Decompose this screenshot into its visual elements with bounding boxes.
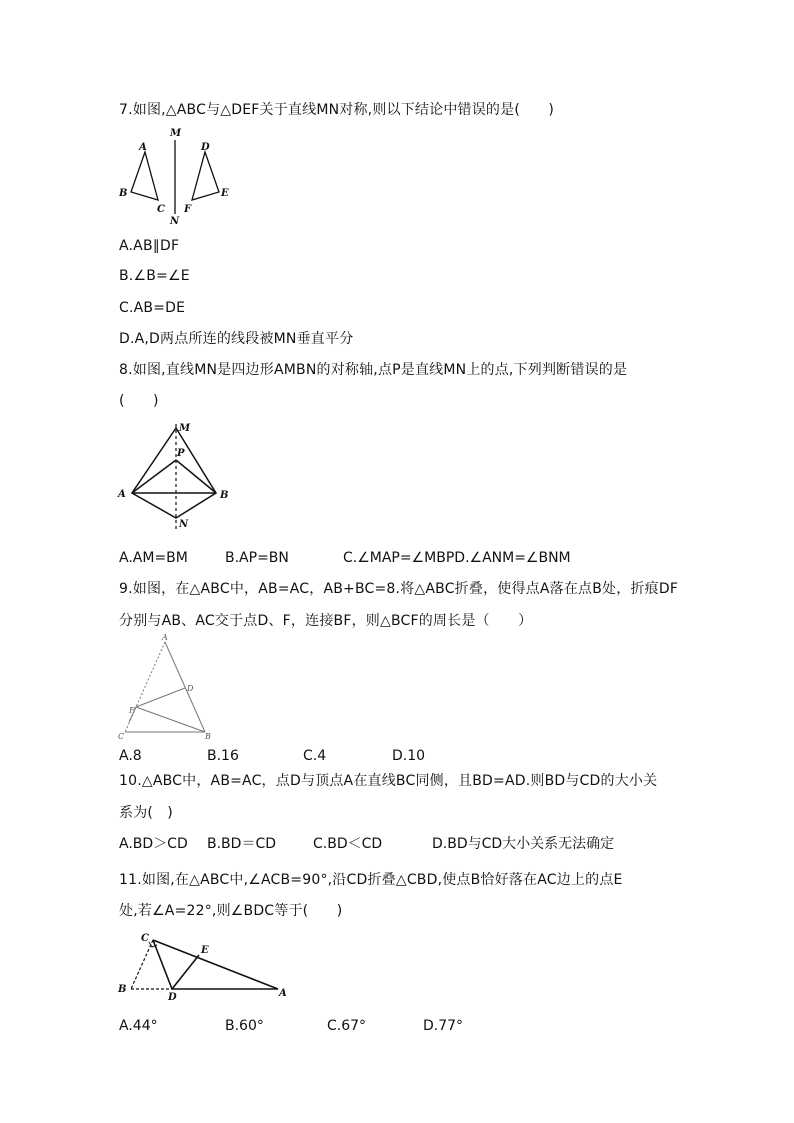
q9-label-a: A [162, 633, 168, 642]
q10-stem-line1: 10.△ABC中，AB=AC，点D与顶点A在直线BC同侧，且BD=AD.则BD与CD的大小关 [119, 773, 658, 789]
q10-option-c: C.BD＜CD [313, 836, 383, 852]
q9-label-c: C [118, 732, 125, 741]
q9-figure [117, 634, 217, 744]
q10-option-d: D.BD与CD大小关系无法确定 [432, 836, 615, 852]
q11-figure [115, 928, 295, 1003]
q8-label-n: N [179, 519, 189, 530]
q11-option-a: A.44° [119, 1018, 158, 1034]
q7-option-a: A.AB∥DF [119, 238, 180, 254]
q8-label-p: P [177, 448, 185, 459]
q9-option-b: B.16 [207, 748, 239, 764]
q7-label-f: F [184, 204, 192, 215]
q7-figure [115, 124, 235, 227]
q9-option-c: C.4 [303, 748, 327, 764]
q7-option-b: B.∠B=∠E [119, 268, 190, 284]
q8-option-b: B.AP=BN [225, 550, 289, 566]
q11-label-b: B [118, 984, 127, 995]
q9-label-b: B [205, 732, 211, 741]
q7-option-c: C.AB=DE [119, 300, 186, 316]
q11-label-c: C [141, 933, 149, 944]
q7-label-b: B [119, 188, 128, 199]
q8-label-b: B [220, 490, 229, 501]
q7-label-a: A [139, 142, 147, 153]
q10-option-b: B.BD＝CD [207, 836, 276, 852]
q11-stem-line1: 11.如图,在△ABC中,∠ACB=90°,沿CD折叠△CBD,使点B恰好落在AC边上的点E [119, 872, 623, 888]
q8-stem-line1: 8.如图,直线MN是四边形AMBN的对称轴,点P是直线MN上的点,下列判断错误的是 [119, 362, 628, 378]
q9-option-a: A.8 [119, 748, 142, 764]
q10-stem-line2: 系为( ) [119, 805, 173, 821]
q9-label-d: D [187, 684, 194, 693]
q8-option-a: A.AM=BM [119, 550, 188, 566]
q9-option-d: D.10 [392, 748, 426, 764]
q7-label-c: C [157, 204, 165, 215]
q8-label-a: A [118, 489, 126, 500]
q11-option-d: D.77° [423, 1018, 464, 1034]
q9-stem-line1: 9.如图，在△ABC中，AB=AC，AB+BC=8.将△ABC折叠，使得点A落在点B处，折痕DF [119, 581, 679, 597]
q8-label-m: M [179, 423, 191, 434]
q11-label-a: A [279, 988, 287, 999]
q11-option-b: B.60° [225, 1018, 264, 1034]
q9-stem-line2: 分别与AB、AC交于点D、F，连接BF，则△BCF的周长是（ ） [119, 613, 533, 629]
q8-figure [115, 418, 235, 538]
q7-label-d: D [201, 142, 210, 153]
q11-label-d: D [168, 992, 177, 1003]
q7-label-e: E [221, 188, 229, 199]
q7-label-m: M [170, 128, 182, 139]
q9-label-f: F [129, 706, 135, 715]
q7-label-n: N [170, 216, 180, 227]
q11-option-c: C.67° [327, 1018, 367, 1034]
q11-stem-line2: 处,若∠A=22°,则∠BDC等于( ) [119, 903, 343, 919]
q7-option-d: D.A,D两点所连的线段被MN垂直平分 [119, 331, 354, 347]
q8-stem-line2: ( ) [119, 393, 159, 409]
q7-stem: 7.如图,△ABC与△DEF关于直线MN对称,则以下结论中错误的是( ) [119, 102, 555, 118]
q11-label-e: E [201, 945, 209, 956]
q10-option-a: A.BD＞CD [119, 836, 188, 852]
q8-option-cd: C.∠MAP=∠MBPD.∠ANM=∠BNM [343, 550, 571, 566]
